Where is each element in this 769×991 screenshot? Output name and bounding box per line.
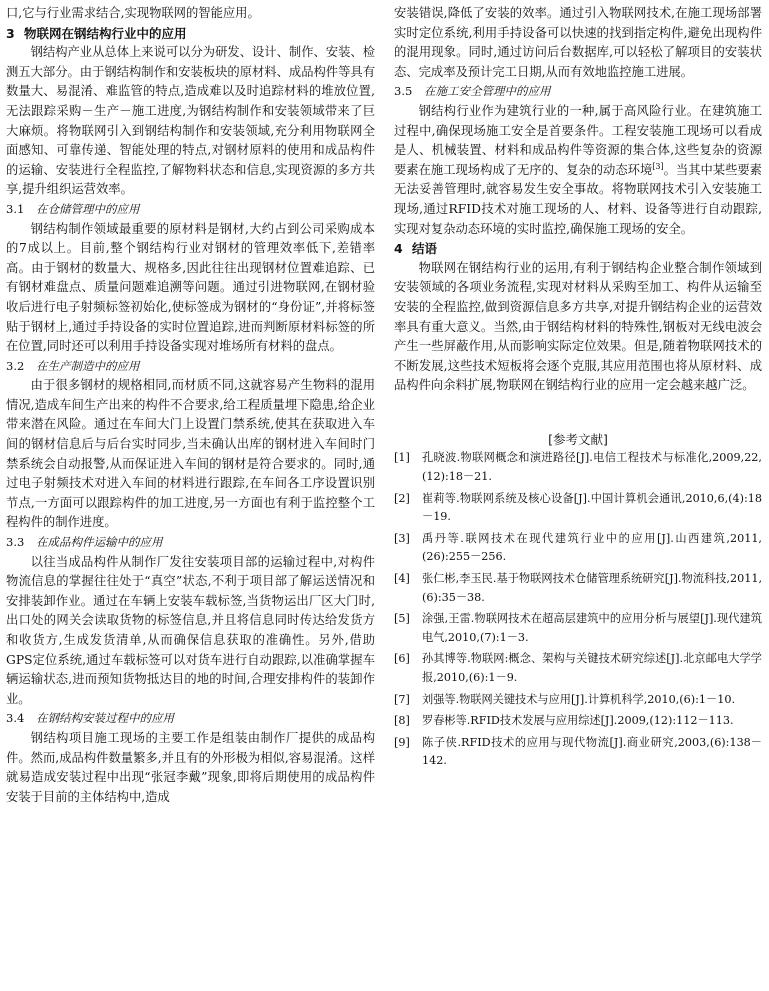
reference-item [394,449,762,486]
subsection-heading-3-1 [6,200,375,220]
subsection-heading-3-2 [6,357,375,377]
reference-item [394,490,762,527]
reference-text: 刘强等.物联网关键技术与应用[J].计算机科学,2010,(6):1－10. [422,692,735,706]
subsection-number: 3.2 [6,358,25,373]
paragraph-3-4-continued: 安装错误,降低了安装的效率。通过引入物联网技术,在施工现场部署实时定位系统,利用手持设备可以快速的找到指定构件,避免出现构件的混用现象。同时,通过访问后台数据库,可以轻松了解项目的安装状态、完成率及预计完工日期,从而有效地监控施工进展。 [394,6,762,79]
subsection-title: 在成品构件运输中的应用 [36,535,163,550]
reference-text: 崔莉等.物联网系统及核心设备[J].中国计算机会通讯,2010,6,(4):18－19. [422,491,762,524]
paragraph-3-1: 钢结构制作领域最重要的原材料是钢材,大约占到公司采购成本的7成以上。目前,整个钢结构行业对钢材的管理效率低下,差错率高。由于钢材的数量大、规格多,因此往往出现钢材位置难追踪、已有钢材难盘点、质量问题难追溯等问题。通过引进物联网,在钢材验收后进行电子射频标签初始化,使标签成为钢材的“身份证”,并将标签贴于钢材上,通过手持设备的实时位置追踪,进而判断原材料标签的所在位置,同时还可以利用手持设备实现对堆场所有材料的盘点。 [6,221,375,354]
reference-text: 涂强,王雷.物联网技术在超高层建筑中的应用分析与展望[J].现代建筑电气,2010,(7):1－3. [422,612,762,644]
reference-item [394,691,762,710]
section-heading-3 [6,24,375,44]
reference-item [394,610,762,647]
reference-number: [6] [394,652,410,666]
subsection-heading-3-3 [6,533,375,553]
subsection-heading-3-5 [394,82,762,102]
section-number: 4 [394,241,403,257]
paragraph-3-4: 钢结构项目施工现场的主要工作是组装由制作厂提供的成品构件。然而,成品构件数量繁多,并且有的外形极为相似,容易混淆。这样就易造成安装过程中出现“张冠李戴”现象,即将后期使用的成品构件安装于目前的主体结构中,造成 [6,730,375,804]
paragraph-3-5-part-a: 钢结构行业作为建筑行业的一种,属于高风险行业。在建筑施工过程中,确保现场施工安全是首要条件。工程安装施工现场可以看成是人、机械装置、材料和成品构件等资源的集合体,这些复杂的资源要素在施工现场构成了无序的、复杂的动态环境 [394,103,762,177]
citation-3: [3] [652,161,664,171]
subsection-heading-3-4 [6,709,375,729]
subsection-title: 在仓储管理中的应用 [36,201,140,216]
section-title: 物联网在钢结构行业中的应用 [24,25,187,41]
right-column [394,4,762,774]
reference-number: [5] [394,612,410,626]
reference-item [394,570,762,607]
reference-item [394,530,762,567]
subsection-number: 3.5 [394,84,413,99]
reference-text: 孙其博等.物联网:概念、架构与关键技术研究综述[J].北京邮电大学学报,2010,(6):1－9. [422,652,762,684]
subsection-number: 3.3 [6,535,25,550]
subsection-title: 在钢结构安装过程中的应用 [36,711,174,726]
reference-list [394,449,762,771]
reference-text: 陈子侠.RFID技术的应用与现代物流[J].商业研究,2003,(6):138－142. [422,735,762,768]
subsection-number: 3.4 [6,711,25,726]
paragraph-3-2: 由于很多钢材的规格相同,而材质不同,这就容易产生物料的混用情况,造成车间生产出来的构件不合要求,给工程质量埋下隐患,给企业带来潜在风险。通过在车间大门上设置门禁系统,使其在获取进入车间的钢材信息后与后台实时同步,当未确认出库的钢材进入车间时门禁系统会自动报警,从而保证进入车间的钢材是符合要求的。同时,通过电子射频技术对进入车间的材料进行跟踪,在车间各工序设置识别节点,一方面可以跟踪构件的加工进度,另一方面也有利于监控整个工程构件的制作进度。 [6,378,375,530]
section-title: 结语 [412,241,438,257]
paragraph-continued: 口,它与行业需求结合,实现物联网的智能应用。 [6,6,260,20]
reference-text: 罗春彬等.RFID技术发展与应用综述[J].2009,(12):112－113. [422,714,734,728]
subsection-title: 在生产制造中的应用 [36,358,140,373]
paragraph-3-5-part-b: 。当其中某些要素无法妥善管理时,就容易发生安全事故。将物联网技术引入安装施工现场,通过RFID技术对施工现场的人、材料、设备等进行自动跟踪,实现对复杂动态环境的实时监控,确保施工现场的安全。 [394,162,762,236]
paragraph-3-3: 以往当成品构件从制作厂发往安装项目部的运输过程中,对构件物流信息的掌握往往处于“真空”状态,不利于项目部了解运送情况和安排装卸作业。通过在车辆上安装车载标签,当货物运出厂区大门时,出口处的网关会读取货物的标签信息,并且将信息同时传达给发货方和收货方,生成发货清单,从而确保信息获取的准确性。另外,借助GPS定位系统,通过车载标签可以对货车进行自动跟踪,以准确掌握车辆运输状态,进而预知货物抵达目的地的时间,合理安排构件的装卸作业。 [6,554,375,706]
paragraph-3-intro: 钢结构产业从总体上来说可以分为研发、设计、制作、安装、检测五大部分。由于钢结构制作和安装板块的原材料、成品构件等具有数量大、易混淆、难监管的特点,造成难以及时追踪材料的堆放位置,无法跟踪采购－生产－施工进度,为钢结构制作和安装领域带来了巨大麻烦。将物联网引入到钢结构制作和安装领域,充分利用物联网全面感知、可靠传递、智能处理的特点,对钢材原料的使用和成品构件的运输、安装进行全程监控,了解物料状态和信息,实现资源的多方共享,提升组织运营效率。 [6,45,375,197]
left-column [6,4,375,807]
reference-number: [3] [394,531,410,545]
reference-number: [8] [394,714,410,728]
reference-text: 孔晓波.物联网概念和演进路径[J].电信工程技术与标准化,2009,22,(12):18－21. [422,451,762,484]
reference-text: 禹丹等.联网技术在现代建筑行业中的应用[J].山西建筑,2011,(26):255－256. [422,531,762,564]
reference-item [394,734,762,771]
paragraph-3-5 [394,102,762,239]
reference-number: [4] [394,572,410,586]
references-title: [参考文献] [548,431,608,447]
reference-number: [2] [394,491,410,505]
subsection-number: 3.1 [6,201,25,216]
reference-number: [7] [394,692,410,706]
reference-number: [9] [394,735,410,749]
reference-item [394,650,762,687]
subsection-title: 在施工安全管理中的应用 [424,84,551,99]
reference-text: 张仁彬,李玉民.基于物联网技术仓储管理系统研究[J].物流科技,2011,(6):35－38. [422,572,762,604]
paragraph-conclusion: 物联网在钢结构行业的运用,有利于钢结构企业整合制作领域到安装领域的各项业务流程,实现对材料从采购至加工、构件从运输至安装的全程监控,做到资源信息多方共享,对提升钢结构企业的运营效率具有重大意义。当然,由于钢结构材料的特殊性,钢板对无线电波会产生一些屏蔽作用,从而影响实际定位效果。但是,随着物联网技术的不断发展,这些技术短板将会逐个克服,其应用范围也将从原材料、成品构件向余料扩展,物联网在钢结构行业的应用一定会越来越广泛。 [394,260,762,393]
section-number: 3 [6,25,15,41]
reference-item [394,712,762,731]
section-heading-4 [394,239,762,259]
reference-number: [1] [394,451,410,465]
